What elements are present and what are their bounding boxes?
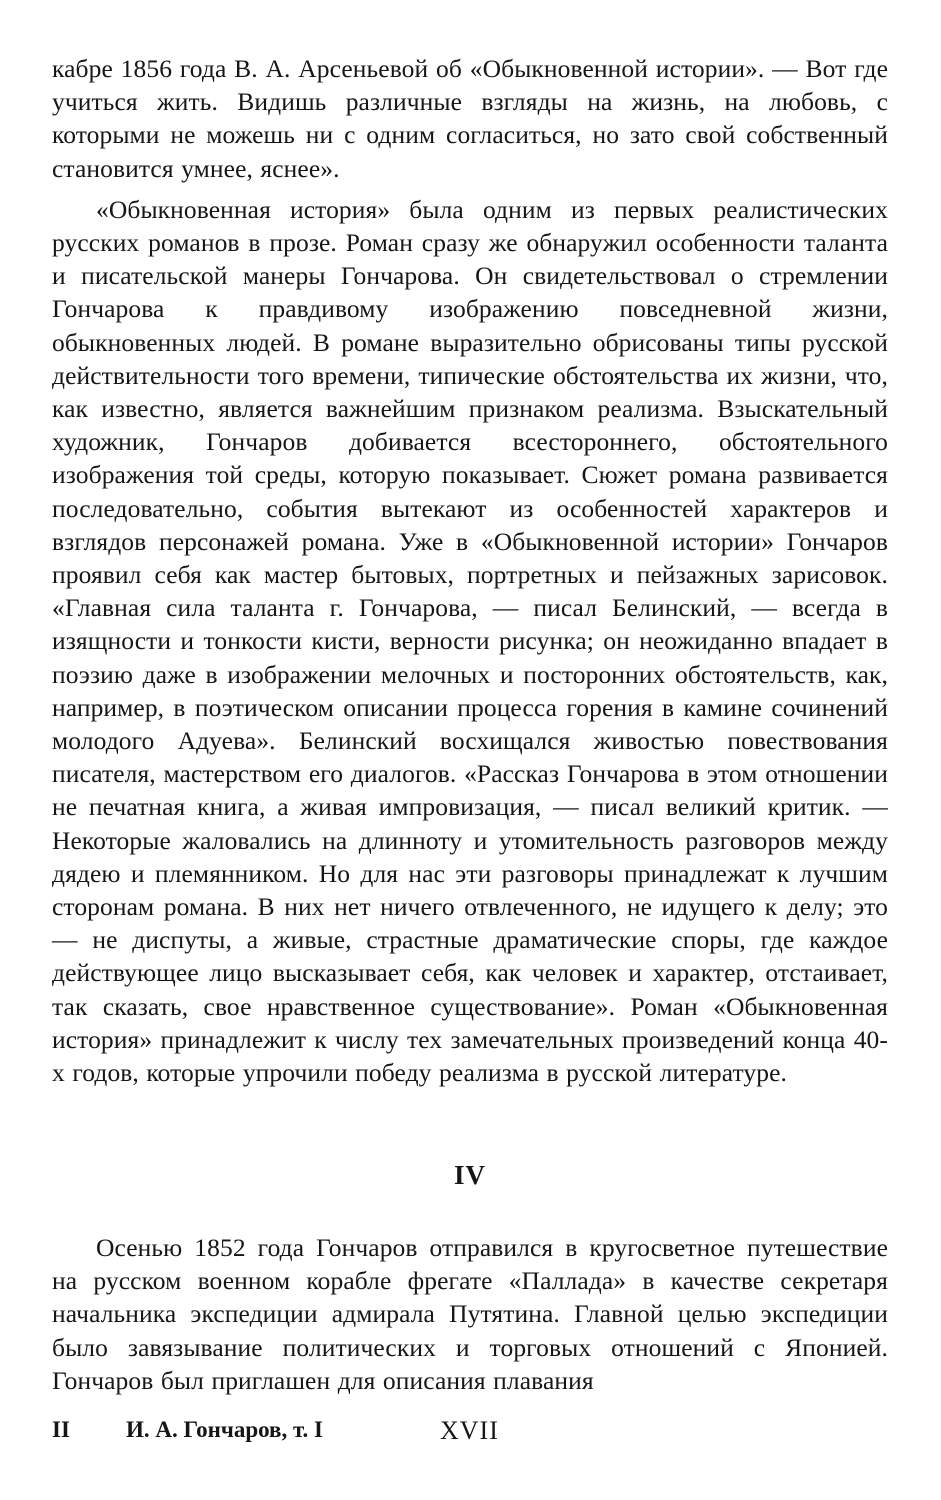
paragraph-continuation: кабре 1856 года В. А. Арсеньевой об «Обыкновенной истории». — Вот где учиться жить. Видишь различные взгляды на жизнь, на любовь, с которыми не можешь ни с одним согласиться, но зато свой собственный становится умнее, яснее».	[52, 54, 888, 183]
footer-author-volume: И. А. Гончаров, т. I	[126, 1417, 323, 1442]
page-footer	[52, 1417, 888, 1451]
signature-mark: II	[52, 1417, 70, 1442]
section-heading: IV	[453, 1160, 486, 1190]
paragraph-realism: «Обыкновенная история» была одним из первых реалистических русских романов в прозе. Роман сразу же обнаружил особенности таланта и писательской манеры Гончарова. Он свидетельствовал о стремлении Гончарова к правдивому изображению повседневной жизни, обыкновенных людей. В романе выразительно обрисованы типы русской действительности того времени, типические обстоятельства их жизни, что, как известно, является важнейшим признаком реализма. Взыскательный художник, Гончаров добивается всестороннего, обстоятельного изображения той среды, которую показывает. Сюжет романа развивается последовательно, события вытекают из особенностей характеров и взглядов персонажей романа. Уже в «Обыкновенной истории» Гончаров проявил себя как мастер бытовых, портретных и пейзажных зарисовок. «Главная сила таланта г. Гончарова, — писал Белинский, — всегда в изящности и тонкости кисти, верности рисунка; он неожиданно впадает в поэзию даже в изображении мелочных и посторонних обстоятельств, как, например, в поэтическом описании процесса горения в камине сочинений молодого Адуева». Белинский восхищался живостью повествования писателя, мастерством его диалогов. «Рассказ Гончарова в этом отношении не печатная книга, а живая импровизация, — писал великий критик. — Некоторые жаловались на длинноту и утомительность разговоров между дядею и племянником. Но для нас эти разговоры принадлежат к лучшим сторонам романа. В них нет ничего отвлеченного, не идущего к делу; это — не диспуты, а живые, страстные драматические споры, где каждое действующее лицо высказывает себя, как человек и характер, отстаивает, так сказать, свое нравственное существование». Роман «Обыкновенная история» принадлежит к числу тех замечательных произведений конца 40-х годов, которые упрочили победу реализма в русской литературе.	[52, 194, 888, 1088]
page-body	[52, 52, 888, 1445]
page-number: XVII	[440, 1416, 499, 1445]
paragraph-voyage: Осенью 1852 года Гончаров отправился в кругосветное путешествие на русском военном корабле фрегате «Паллада» в качестве секретаря начальника экспедиции адмирала Путятина. Главной целью экспедиции было завязывание политических и торговых отношений с Японией. Гончаров был приглашен для описания плавания	[52, 1233, 888, 1395]
section-body	[52, 1231, 888, 1397]
